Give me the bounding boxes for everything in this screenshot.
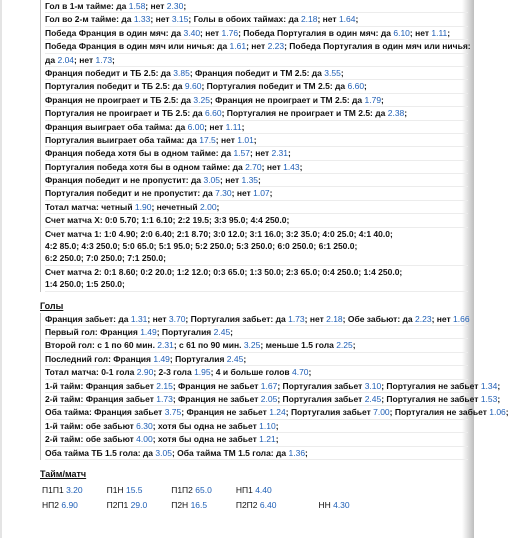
halftime-label: НП1 bbox=[235, 484, 253, 495]
market-row bbox=[45, 187, 468, 200]
market-label: ; нет bbox=[246, 41, 268, 52]
halftime-cell bbox=[107, 498, 172, 513]
market-label: ; нет bbox=[304, 313, 327, 324]
market-label: Гол во 2-м тайме: да bbox=[45, 14, 134, 25]
odds-value[interactable]: 2.18 bbox=[326, 313, 343, 324]
odds-value[interactable]: 9.60 bbox=[184, 81, 202, 92]
market-label: 2-й тайм: Франция забьет bbox=[45, 394, 157, 405]
market-label: ; Франция не забьет bbox=[172, 394, 261, 405]
odds-value[interactable]: 1.34 bbox=[480, 380, 498, 391]
odds-value[interactable]: 6.10 bbox=[393, 27, 410, 38]
market-label: ; Португалия не забьет bbox=[381, 394, 481, 405]
market-label: Победа Франция в один мяч: да bbox=[45, 27, 184, 38]
halftime-label: П1П1 bbox=[42, 484, 64, 495]
market-label: 2-й тайм: обе забьют bbox=[45, 434, 137, 445]
halftime-cell bbox=[236, 498, 301, 513]
market-label: Франция забьет: да bbox=[45, 313, 131, 324]
halftime-cell bbox=[42, 483, 107, 498]
odds-value[interactable]: 2.90 bbox=[136, 367, 154, 378]
halftime-odds[interactable]: 6.90 bbox=[61, 499, 78, 510]
market-label: ; нет bbox=[220, 175, 242, 186]
market-label: Тотал матча: 0-1 гола bbox=[45, 367, 137, 378]
odds-value[interactable]: 7.30 bbox=[215, 188, 232, 199]
odds-value[interactable]: 1.76 bbox=[221, 27, 239, 38]
odds-value[interactable]: 2.70 bbox=[245, 161, 262, 172]
score-section bbox=[40, 214, 468, 291]
market-row bbox=[45, 67, 468, 80]
odds-value[interactable]: 1.31 bbox=[130, 313, 148, 324]
goal-market-row bbox=[45, 366, 468, 379]
halftime-cell bbox=[300, 483, 373, 498]
halftime-odds[interactable]: 3.20 bbox=[66, 484, 83, 495]
market-label: ; bbox=[355, 14, 359, 25]
odds-value[interactable]: 1.61 bbox=[229, 41, 247, 52]
odds-value[interactable]: 3.70 bbox=[168, 313, 186, 324]
market-row bbox=[45, 174, 468, 187]
market-label: Последний гол: Франция bbox=[45, 353, 154, 364]
odds-value[interactable]: 3.25 bbox=[193, 94, 210, 105]
market-label: ; bbox=[381, 94, 384, 105]
market-label: Португалия победит и ТБ 2.5: да bbox=[45, 81, 185, 92]
halftime-cell bbox=[236, 483, 301, 498]
market-label: ; нет bbox=[261, 161, 284, 172]
halftime-label: НН bbox=[318, 499, 331, 510]
market-label: ; Франция не забьет bbox=[172, 380, 261, 391]
odds-value[interactable]: 1.73 bbox=[156, 394, 173, 405]
market-label: ; bbox=[305, 447, 308, 458]
market-label: ; Португалия забьет bbox=[277, 394, 365, 405]
odds-value[interactable]: 4.00 bbox=[136, 434, 153, 445]
market-label: ; bbox=[258, 175, 261, 186]
odds-value[interactable]: 1.01 bbox=[237, 134, 254, 145]
market-label: ; bbox=[404, 108, 408, 119]
halftime-cell bbox=[107, 483, 172, 498]
market-label: ; bbox=[243, 353, 247, 364]
market-label: ; хотя бы одна не забьет bbox=[152, 434, 260, 445]
market-label: ; bbox=[308, 367, 312, 378]
market-label: ; bbox=[497, 380, 501, 391]
halftime-odds[interactable]: 4.40 bbox=[255, 484, 272, 495]
goal-market-row bbox=[45, 406, 509, 419]
market-row bbox=[45, 134, 468, 147]
odds-value[interactable]: 2.45 bbox=[213, 327, 231, 338]
odds-value[interactable]: 2.31 bbox=[157, 340, 174, 351]
market-label: ; Победа Португалия в один мяч: да bbox=[238, 27, 394, 38]
halftime-label: П2Н bbox=[171, 499, 189, 510]
goal-market-row bbox=[45, 393, 501, 406]
market-label: ; bbox=[269, 188, 273, 199]
market-label: ; нет bbox=[409, 27, 432, 38]
odds-value[interactable]: 6.30 bbox=[136, 420, 153, 431]
market-label: ; Португалия не забьет bbox=[381, 380, 481, 391]
left-edge bbox=[0, 0, 2, 538]
market-label: ; нет bbox=[231, 188, 254, 199]
odds-value[interactable]: 2.30 bbox=[166, 1, 184, 11]
market-label: ; нет bbox=[215, 134, 238, 145]
market-label: ; bbox=[340, 67, 344, 78]
market-label: Португалия не проиграет и ТБ 2.5: да bbox=[45, 108, 206, 119]
market-label: 1-й тайм: обе забьют bbox=[45, 420, 137, 431]
market-row bbox=[45, 201, 468, 214]
odds-value[interactable]: 2.38 bbox=[387, 108, 405, 119]
market-label: ; bbox=[352, 340, 356, 351]
market-label: ; bbox=[505, 407, 509, 418]
market-label: ; Франция не проиграет и ТМ 2.5: да bbox=[209, 94, 365, 105]
halftime-label: П2П1 bbox=[106, 499, 129, 510]
market-label: ; bbox=[497, 394, 501, 405]
market-label: ; нет bbox=[147, 313, 169, 324]
halftime-row bbox=[42, 483, 374, 498]
market-label: ; Португалия не забьет bbox=[389, 407, 490, 418]
odds-value[interactable]: 1.49 bbox=[140, 327, 157, 338]
odds-value[interactable]: 7.00 bbox=[373, 407, 390, 418]
odds-value[interactable]: 3.55 bbox=[324, 67, 341, 78]
odds-value[interactable]: 1.73 bbox=[288, 313, 305, 324]
score-team1-rows bbox=[45, 228, 468, 266]
odds-value[interactable]: 3.85 bbox=[173, 67, 190, 78]
halftime-label: П1Н bbox=[106, 484, 124, 495]
market-label: ; нечетный bbox=[151, 201, 200, 212]
goals-section bbox=[40, 313, 509, 460]
odds-value[interactable]: 1.49 bbox=[153, 353, 170, 364]
odds-value[interactable]: 6.60 bbox=[205, 108, 222, 119]
odds-value[interactable]: 1.21 bbox=[259, 434, 276, 445]
score-draw-row: Счет матча Х: 0:0 5.70; 1:1 6.10; 2:2 19.5; 3:3 95.0; 4:4 250.0; bbox=[45, 214, 468, 227]
market-label: Франция выиграет оба тайма: да bbox=[45, 121, 188, 132]
market-label: ; Обе забьют: да bbox=[342, 313, 416, 324]
halftime-row bbox=[42, 498, 374, 513]
market-label: ; Португалия забьет bbox=[285, 407, 374, 418]
market-label: ; bbox=[112, 54, 115, 65]
odds-value[interactable]: 2.25 bbox=[336, 340, 353, 351]
goal-market-row bbox=[45, 339, 468, 352]
market-label: ; Голы в обоих таймах: да bbox=[188, 14, 301, 25]
halftime-label: П1П2 bbox=[171, 484, 193, 495]
odds-value[interactable]: 2.04 bbox=[57, 54, 75, 65]
halftime-label: П2П2 bbox=[235, 499, 258, 510]
market-label: Франция не проиграет и ТБ 2.5: да bbox=[45, 94, 194, 105]
market-label: Португалия выиграет оба тайма: да bbox=[45, 134, 200, 145]
score-team2-line: 1:4 250.0; 1:5 250.0; bbox=[45, 279, 125, 290]
odds-value[interactable]: 17.5 bbox=[199, 134, 216, 145]
goals-heading: Голы bbox=[40, 300, 64, 311]
market-label: ; нет bbox=[150, 14, 172, 25]
odds-value[interactable]: 1.64 bbox=[338, 14, 356, 25]
odds-value[interactable]: 4.70 bbox=[291, 367, 309, 378]
odds-value[interactable]: 2.23 bbox=[267, 41, 285, 52]
market-label: ; Португалия bbox=[169, 353, 227, 364]
odds-value[interactable]: 2.05 bbox=[260, 394, 278, 405]
odds-value[interactable]: 1.06 bbox=[489, 407, 506, 418]
market-label: ; нет bbox=[204, 121, 226, 132]
odds-value[interactable]: 1.36 bbox=[288, 447, 306, 458]
market-row bbox=[45, 80, 468, 93]
odds-value[interactable]: 1.53 bbox=[480, 394, 498, 405]
odds-value[interactable]: 2.31 bbox=[271, 148, 289, 159]
halftime-cell bbox=[171, 483, 236, 498]
goal-market-row bbox=[45, 353, 468, 366]
odds-value[interactable]: 3.75 bbox=[164, 407, 182, 418]
market-label: ; Победа Португалия в один мяч или ничья: bbox=[284, 41, 471, 52]
odds-value[interactable]: 2.23 bbox=[415, 313, 432, 324]
odds-value[interactable]: 1.66 bbox=[453, 313, 470, 324]
market-label: ; bbox=[241, 121, 245, 132]
market-label: Тотал матча: четный bbox=[45, 201, 135, 212]
odds-value[interactable]: 1.58 bbox=[128, 1, 146, 11]
market-row bbox=[45, 27, 468, 40]
market-label: Оба тайма: Франция забьет bbox=[45, 407, 165, 418]
market-label: ; с 61 по 90 мин. bbox=[173, 340, 244, 351]
halftime-label: НП2 bbox=[42, 499, 59, 510]
market-label: Оба тайма ТБ 1.5 гола: да bbox=[45, 447, 156, 458]
market-label: ; нет bbox=[200, 27, 222, 38]
market-label: ; bbox=[275, 420, 279, 431]
market-label: 1-й тайм: Франция забьет bbox=[45, 380, 157, 391]
market-label: ; хотя бы одна не забьет bbox=[152, 420, 260, 431]
odds-content bbox=[40, 0, 509, 513]
market-label: ; меньше 1.5 гола bbox=[260, 340, 337, 351]
odds-value[interactable]: 6.60 bbox=[347, 81, 365, 92]
odds-value[interactable]: 2.15 bbox=[156, 380, 173, 391]
market-label: ; Франция не забьет bbox=[181, 407, 270, 418]
score-team2-line: Счет матча 2: 0:1 8.60; 0:2 20.0; 1:2 12.0; 0:3 65.0; 1:3 50.0; 2:3 65.0; 0:4 250.0; 1:4 250.0; bbox=[45, 266, 403, 277]
market-label: Португалия победа хотя бы в одном тайме: да bbox=[45, 161, 246, 172]
halftime-cell bbox=[300, 498, 373, 513]
market-label: ; bbox=[447, 27, 451, 38]
halftime-odds[interactable]: 29.0 bbox=[130, 499, 148, 510]
halftime-odds[interactable]: 16.5 bbox=[190, 499, 208, 510]
goal-market-row bbox=[45, 433, 468, 446]
market-label: ; bbox=[230, 327, 234, 338]
market-label: Второй гол: с 1 по 60 мин. bbox=[45, 340, 158, 351]
market-label: ; bbox=[253, 134, 257, 145]
goal-market-row bbox=[45, 313, 468, 326]
market-row bbox=[45, 0, 468, 13]
market-label: ; Франция победит и ТМ 2.5: да bbox=[189, 67, 325, 78]
market-row bbox=[45, 107, 468, 120]
odds-value[interactable]: 1.07 bbox=[253, 188, 270, 199]
goal-market-row bbox=[45, 380, 501, 393]
score-team1-line: Счет матча 1: 1:0 4.90; 2:0 6.40; 2:1 8.70; 3:0 12.0; 3:1 16.0; 3:2 35.0; 4:0 25.0; 4:1 40.0; bbox=[45, 228, 393, 239]
odds-value[interactable]: 3.05 bbox=[203, 175, 221, 186]
market-row bbox=[45, 147, 468, 160]
odds-value[interactable]: 3.05 bbox=[155, 447, 172, 458]
market-label: Гол в 1-м тайме: да bbox=[45, 1, 129, 11]
market-label: ; 4 и больше голов bbox=[210, 367, 292, 378]
goal-market-row bbox=[45, 326, 468, 339]
odds-value[interactable]: 1.10 bbox=[259, 420, 276, 431]
market-label: ; bbox=[364, 81, 367, 92]
odds-value[interactable]: 1.43 bbox=[283, 161, 300, 172]
market-label: ; Португалия победит и ТМ 2.5: да bbox=[201, 81, 348, 92]
odds-value[interactable]: 2.45 bbox=[364, 394, 382, 405]
market-label: Франция победит и ТБ 2.5: да bbox=[45, 67, 174, 78]
score-team2-rows bbox=[45, 266, 468, 292]
goal-market-row bbox=[45, 447, 468, 460]
market-label: ; Португалия не проиграет и ТМ 2.5: да bbox=[221, 108, 388, 119]
odds-value[interactable]: 3.10 bbox=[364, 380, 382, 391]
halftime-heading: Тайм/матч bbox=[40, 468, 87, 479]
odds-value[interactable]: 6.00 bbox=[187, 121, 205, 132]
market-label: ; bbox=[216, 201, 220, 212]
halftime-odds[interactable]: 4.30 bbox=[333, 499, 350, 510]
odds-value[interactable]: 1.73 bbox=[95, 54, 113, 65]
market-label: ; нет bbox=[74, 54, 96, 65]
halftime-cell bbox=[42, 498, 107, 513]
market-row bbox=[45, 54, 468, 67]
market-label: Первый гол: Франция bbox=[45, 327, 141, 338]
market-label: ; bbox=[299, 161, 303, 172]
odds-value[interactable]: 1.11 bbox=[431, 27, 448, 38]
odds-value[interactable]: 2.00 bbox=[200, 201, 217, 212]
odds-value[interactable]: 1.35 bbox=[241, 175, 259, 186]
odds-value[interactable]: 1.67 bbox=[260, 380, 278, 391]
odds-value[interactable]: 3.25 bbox=[243, 340, 261, 351]
odds-value[interactable]: 1.90 bbox=[134, 201, 152, 212]
odds-value[interactable]: 3.40 bbox=[183, 27, 201, 38]
odds-value[interactable]: 1.24 bbox=[269, 407, 286, 418]
market-label: Португалия победит и не пропустит: да bbox=[45, 188, 216, 199]
market-row bbox=[45, 121, 468, 134]
result-markets-section bbox=[40, 0, 471, 214]
market-label: ; Португалия забьет bbox=[277, 380, 365, 391]
score-team1-line: 4:2 85.0; 4:3 250.0; 5:0 65.0; 5:1 95.0; 5:2 250.0; 5:3 250.0; 6:0 250.0; 6:1 250.0; bbox=[45, 241, 358, 252]
market-label: ; 2-3 гола bbox=[153, 367, 195, 378]
odds-value[interactable]: 1.95 bbox=[194, 367, 211, 378]
market-label: ; Португалия забьет: да bbox=[185, 313, 289, 324]
odds-value[interactable]: 2.45 bbox=[226, 353, 244, 364]
market-label: Победа Франция в один мяч или ничья: да bbox=[45, 41, 230, 52]
market-label: ; нет bbox=[317, 14, 339, 25]
market-label: ; bbox=[288, 148, 291, 159]
market-label: ; нет bbox=[250, 148, 272, 159]
market-row bbox=[45, 161, 468, 174]
market-label: ; нет bbox=[145, 1, 167, 11]
halftime-fulltime-table bbox=[42, 483, 374, 513]
market-row bbox=[45, 13, 468, 26]
goal-market-row bbox=[45, 420, 468, 433]
market-label: ; нет bbox=[431, 313, 454, 324]
odds-value[interactable]: 2.18 bbox=[300, 14, 318, 25]
market-label: да bbox=[45, 54, 58, 65]
halftime-odds[interactable]: 65.0 bbox=[195, 484, 212, 495]
odds-value[interactable]: 1.33 bbox=[133, 14, 151, 25]
odds-value[interactable]: 1.79 bbox=[364, 94, 382, 105]
score-team1-line: 6:2 250.0; 7:0 250.0; 7:1 250.0; bbox=[45, 253, 166, 264]
odds-value[interactable]: 3.15 bbox=[171, 14, 189, 25]
market-row bbox=[45, 40, 471, 53]
odds-value[interactable]: 1.57 bbox=[233, 148, 250, 159]
halftime-cell bbox=[171, 498, 236, 513]
halftime-odds[interactable]: 6.40 bbox=[259, 499, 277, 510]
halftime-odds[interactable]: 15.5 bbox=[125, 484, 143, 495]
market-label: ; bbox=[183, 1, 187, 11]
odds-value[interactable]: 1.11 bbox=[225, 121, 242, 132]
market-label: Франция победа хотя бы в одном тайме: да bbox=[45, 148, 234, 159]
market-label: Франция победит и не пропустит: да bbox=[45, 175, 204, 186]
market-label: ; bbox=[275, 434, 279, 445]
market-label: ; Оба тайма ТМ 1.5 гола: да bbox=[171, 447, 289, 458]
market-label: ; Португалия bbox=[156, 327, 214, 338]
market-row bbox=[45, 94, 468, 107]
